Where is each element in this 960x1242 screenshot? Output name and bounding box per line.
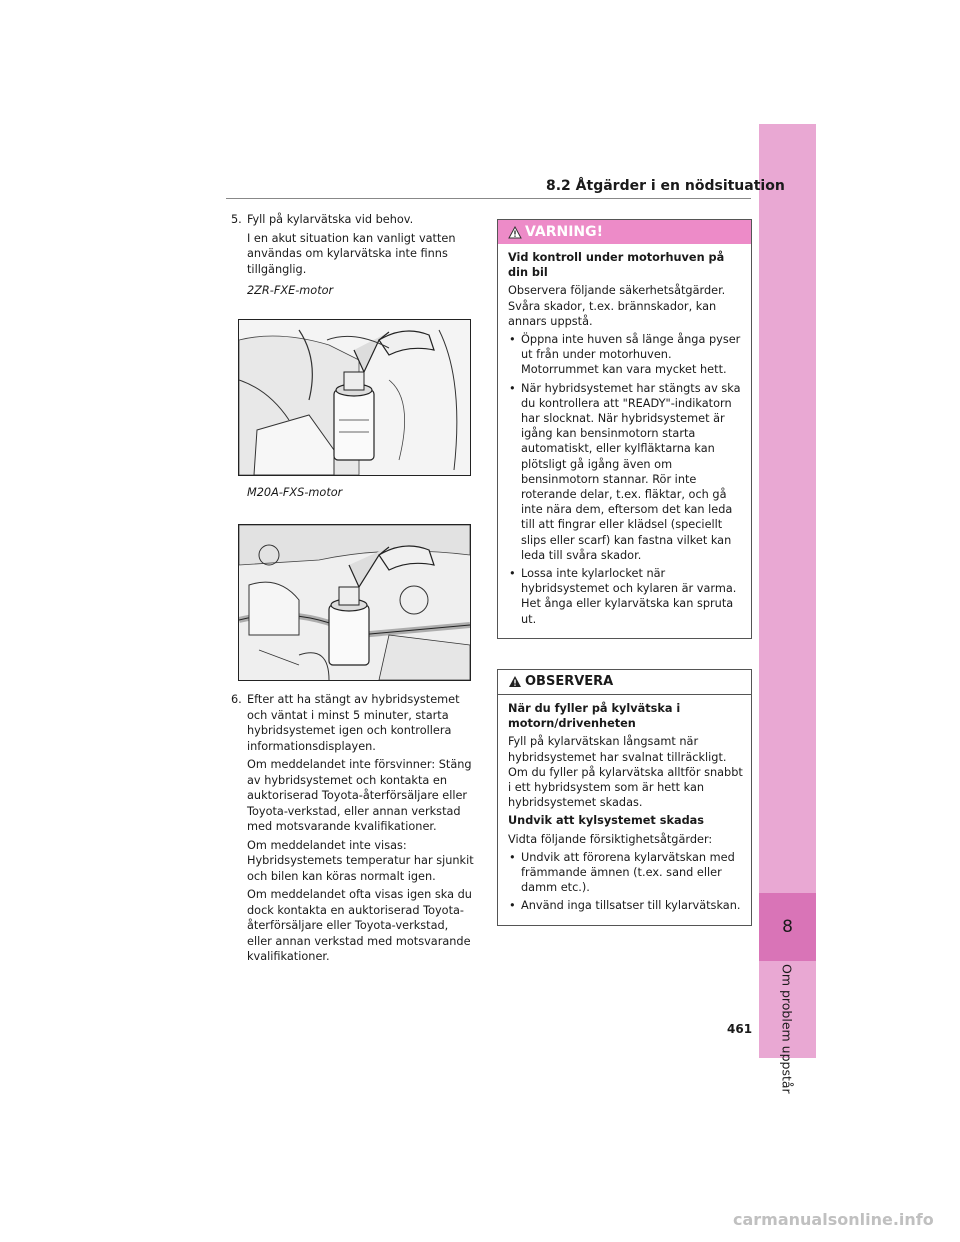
- notice-bullet: • Använd inga tillsatser till kylarvätskan.: [509, 899, 741, 913]
- step-6: [231, 692, 476, 965]
- step-text: Fyll på kylarvätska vid behov.: [247, 213, 414, 226]
- warning-box: [497, 219, 752, 639]
- notice-title: OBSERVERA: [525, 674, 614, 689]
- engine-illustration-2zr: [238, 319, 471, 476]
- notice-bullet-text: Undvik att förorena kylarvätskan med främmande ämnen (t.ex. sand eller damm etc.).: [521, 850, 735, 895]
- message-gone-paragraph: Om meddelandet inte visas: Hybridsystemets temperatur har sjunkit och bilen kan köras normalt igen.: [247, 838, 474, 883]
- notice-triangle-icon: [508, 675, 522, 688]
- warning-bullet: • Öppna inte huven så länge ånga pyser ut från under motorhuven. Motorrummet kan vara mycket hett.: [509, 333, 741, 377]
- engine-label-m20a: M20A-FXS-motor: [247, 486, 343, 499]
- step-note: I en akut situation kan vanligt vatten användas om kylarvätska inte finns tillgänglig.: [247, 231, 456, 276]
- warning-bullet: • När hybridsystemet har stängts av ska du kontrollera att "READY"-indikatorn har slocknat. När hybridsystemet är igång kan bensinmotorn starta automatiskt, eller kylfläktarna kan plötsligt gå igång även om bensinmotorn stannar. Rör inte roterande delar, t.ex. fläktar, och gå inte nära dem, eftersom det kan leda till att fingrar eller klädsel (speciellt slips eller scarf) kan fastna vilket kan leda till svåra skador.: [509, 381, 741, 562]
- warning-subtitle: Vid kontroll under motorhuven på din bil: [508, 251, 725, 280]
- step-number: 5.: [231, 213, 242, 226]
- notice-text-1: Fyll på kylarvätskan långsamt när hybridsystemet har svalnat tillräckligt. Om du fyller på kylarvätska alltför snabbt i ett hybridsystem som är hett kan hybridsystemet skadas.: [508, 735, 743, 810]
- header-divider: [226, 198, 751, 199]
- section-title: 8.2 Åtgärder i en nödsituation: [546, 178, 785, 194]
- page-number: 461: [727, 1022, 753, 1036]
- notice-bullet-text: Använd inga tillsatser till kylarvätskan.: [521, 899, 741, 913]
- step-5: [231, 212, 476, 299]
- warning-title: VARNING!: [525, 224, 604, 240]
- message-persists-paragraph: Om meddelandet inte försvinner: Stäng av hybridsystemet och kontakta en auktoriserad Toyota-återförsäljare eller Toyota-verkstad, eller annan verkstad med motsvarande kvalifikationer.: [247, 758, 472, 833]
- warning-header: [498, 220, 751, 244]
- message-recurs-paragraph: Om meddelandet ofta visas igen ska du dock kontakta en auktoriserad Toyota-återförsäljare eller Toyota-verkstad, eller annan verkstad med motsvarande kvalifikationer.: [247, 888, 472, 963]
- chapter-title: Om problem uppstår: [779, 964, 795, 1094]
- chapter-side-tab: [759, 124, 816, 1094]
- notice-bullet: • Undvik att förorena kylarvätskan med främmande ämnen (t.ex. sand eller damm etc.).: [509, 850, 735, 895]
- warning-bullet-text: Öppna inte huven så länge ånga pyser ut från under motorhuven. Motorrummet kan vara mycket hett.: [521, 333, 741, 377]
- engine-illustration-m20a: [238, 524, 471, 681]
- notice-subtitle-1: När du fyller på kylvätska i motorn/drivenheten: [508, 702, 681, 731]
- step-number: 6.: [231, 693, 242, 706]
- chapter-number: 8: [759, 893, 816, 961]
- engine-label-2zr: 2ZR-FXE-motor: [247, 284, 334, 297]
- warning-triangle-icon: [508, 226, 522, 239]
- warning-bullet-text: När hybridsystemet har stängts av ska du kontrollera att "READY"-indikatorn har slocknat. När hybridsystemet är igång kan bensinmotorn starta automatiskt, eller kylfläktarna kan plötsligt gå igång även om bensinmotorn stannar. Rör inte roterande delar, t.ex. fläktar, och gå inte nära dem, eftersom det kan leda till att fingrar eller klädsel (speciellt slips eller scarf) kan fastna vilket kan leda till svåra skador.: [521, 381, 741, 562]
- step-text: Efter att ha stängt av hybridsystemet och väntat i minst 5 minuter, starta hybridsystemet igen och kontrollera informationsdisplayen.: [247, 693, 460, 753]
- watermark: carmanualsonline.info: [733, 1210, 934, 1229]
- notice-text-2: Vidta följande försiktighetsåtgärder:: [508, 832, 713, 846]
- notice-header: [498, 670, 751, 695]
- warning-bullet-text: Lossa inte kylarlocket när hybridsystemet och kylaren är varma. Het ånga eller kylarvätska kan spruta ut.: [521, 567, 737, 626]
- notice-body: [498, 695, 751, 925]
- engine-label-m20a-wrap: [231, 485, 476, 501]
- warning-body: [498, 244, 751, 638]
- warning-bullet: • Lossa inte kylarlocket när hybridsystemet och kylaren är varma. Het ånga eller kylarvätska kan spruta ut.: [509, 567, 737, 626]
- notice-subtitle-2: Undvik att kylsystemet skadas: [508, 814, 705, 828]
- notice-box: [497, 669, 752, 926]
- warning-intro: Observera följande säkerhetsåtgärder. Svåra skador, t.ex. brännskador, kan annars uppstå.: [508, 284, 726, 328]
